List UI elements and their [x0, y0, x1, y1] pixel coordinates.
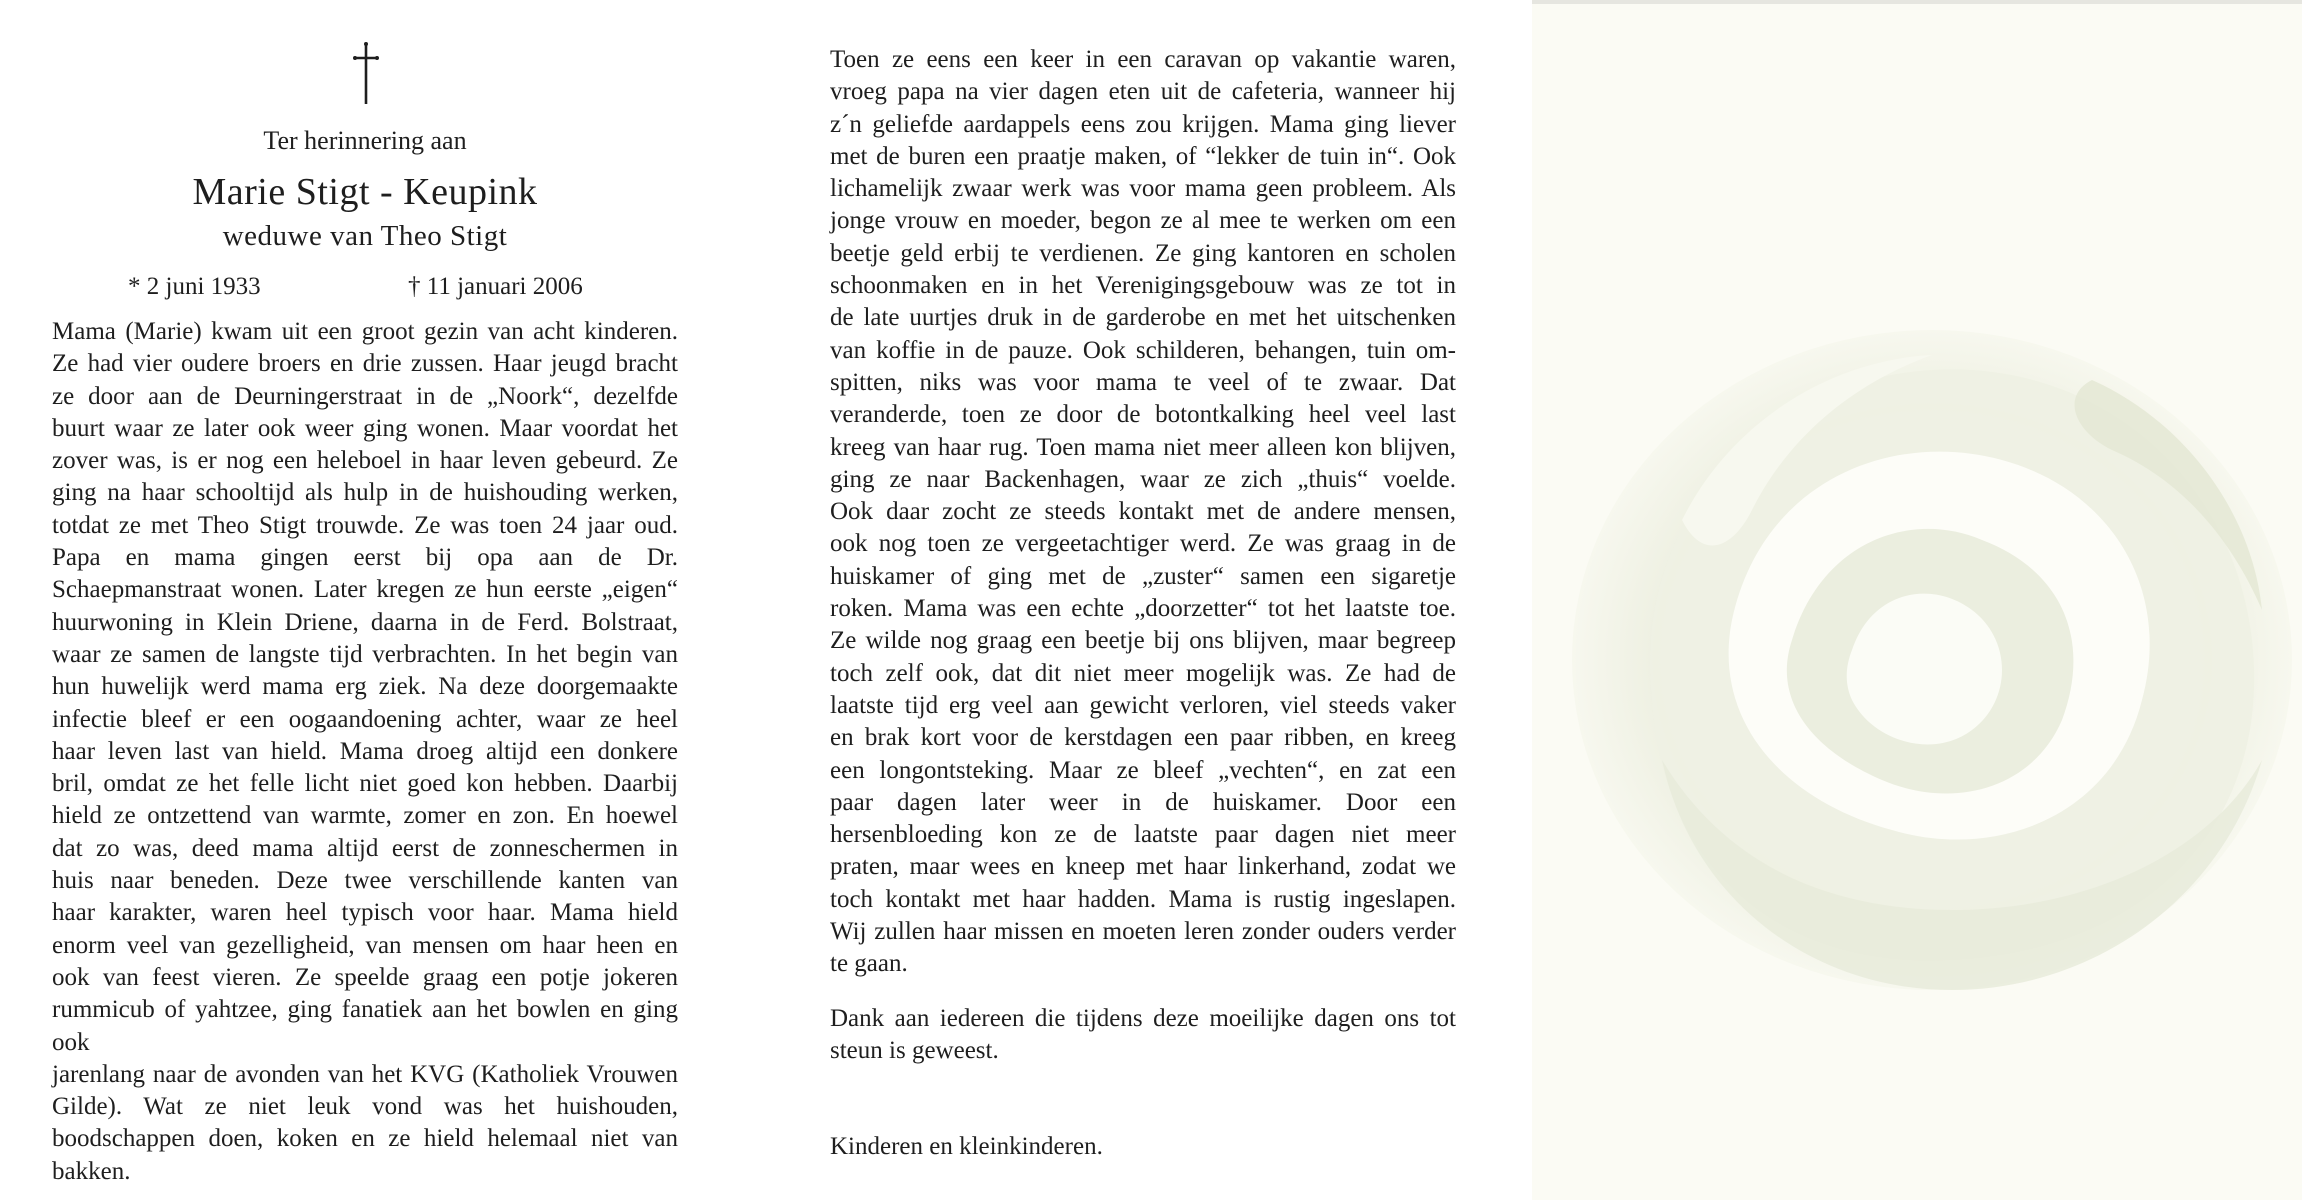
widow-of-text: weduwe van Theo Stigt: [222, 220, 508, 252]
signature: Kinderen en kleinkinderen.: [830, 1133, 1103, 1160]
text-line: zover was, is er nog een heleboel in haar leven gebeurd. Ze: [52, 447, 678, 475]
text-line: laatste tijd erg veel aan gewicht verloren, viel steeds vaker: [830, 691, 1456, 719]
text-line: huurwoning in Klein Driene, daarna in de Ferd. Bolstraat,: [52, 608, 678, 636]
right-panel: [1532, 0, 2302, 1200]
text-line: spitten, niks was voor mama te veel of te zwaar. Dat: [830, 368, 1456, 396]
text-line: totdat ze met Theo Stigt trouwde. Ze was toen 24 jaar oud.: [52, 511, 678, 539]
birth-date: * 2 juni 1933: [128, 273, 261, 300]
cross-icon: [336, 38, 396, 108]
text-line: paar dagen later weer in de huiskamer. Door een: [830, 788, 1456, 816]
text-line: boodschappen doen, koken en ze hield helemaal niet van: [52, 1125, 678, 1153]
text-line: een longontsteking. Maar ze bleef „vechten“, en zat een: [830, 756, 1456, 784]
text-line: hun huwelijk werd mama erg ziek. Na deze doorgemaakte: [52, 673, 678, 701]
text-line: hersenbloeding kon ze de laatste paar dagen niet meer: [830, 821, 1456, 849]
text-line: Papa en mama gingen eerst bij opa aan de Dr.: [52, 544, 678, 572]
text-line: huis naar beneden. Deze twee verschillende kanten van: [52, 867, 678, 895]
text-line: Mama (Marie) kwam uit een groot gezin van acht kinderen.: [52, 318, 678, 345]
text-line: Ze had vier oudere broers en drie zussen. Haar jeugd bracht: [52, 350, 678, 378]
text-line: ging ze naar Backenhagen, waar ze zich „thuis“ voelde.: [830, 465, 1456, 493]
text-line: huiskamer of ging met de „zuster“ samen een sigaretje: [830, 562, 1456, 590]
text-line: en brak kort voor de kerstdagen een paar ribben, en kreeg: [830, 724, 1456, 752]
text-line: haar leven last van hield. Mama droeg altijd een donkere: [52, 737, 678, 765]
deceased-name: Marie Stigt - Keupink: [192, 171, 538, 213]
rose-icon: [1532, 0, 2302, 1200]
text-line: kreeg van haar rug. Toen mama niet meer alleen kon blijven,: [830, 433, 1456, 461]
text-line: met de buren een praatje maken, of “lekker de tuin in“. Ook: [830, 142, 1456, 170]
text-line: bakken.: [52, 1157, 131, 1185]
text-line: roken. Mama was een echte „doorzetter“ tot het laatste toe.: [830, 595, 1456, 623]
text-line: toch zelf ook, dat dit niet meer mogelijk was. Ze had de: [830, 659, 1456, 687]
text-line: praten, maar wees en kneep met haar linkerhand, zodat we: [830, 853, 1456, 881]
text-line: vroeg papa na vier dagen eten uit de cafeteria, wanneer hij: [830, 78, 1456, 106]
text-line: Ze wilde nog graag een beetje bij ons blijven, maar begreep: [830, 627, 1456, 655]
text-line: ging na haar schooltijd als hulp in de huishouding werken,: [52, 479, 678, 507]
thanks-text: [830, 1003, 1456, 1068]
text-line: ook nog toen ze vergeetachtiger werd. Ze was graag in de: [830, 530, 1456, 558]
text-line: infectie bleef er een oogaandoening achter, waar ze heel: [52, 705, 678, 733]
text-line: te gaan.: [830, 950, 908, 978]
biography-part-1: [52, 316, 678, 1188]
text-line: ook van feest vieren. Ze speelde graag een potje jokeren: [52, 963, 678, 991]
text-line: veranderde, toen ze door de botontkalking heel veel last: [830, 401, 1456, 429]
text-line: de late uurtjes druk in de garderobe en met het uitschenken: [830, 304, 1456, 332]
text-line: hield ze ontzettend van warmte, zomer en zon. En hoewel: [52, 802, 678, 830]
text-line: haar karakter, waren heel typisch voor haar. Mama hield: [52, 899, 678, 927]
text-line: dat zo was, deed mama altijd eerst de zonneschermen in: [52, 834, 678, 862]
text-line: Gilde). Wat ze niet leuk vond was het huishouden,: [52, 1093, 678, 1121]
text-line: lichamelijk zwaar werk was voor mama geen probleem. Als: [830, 175, 1456, 203]
text-line: Dank aan iedereen die tijdens deze moeilijke dagen ons tot: [830, 1005, 1456, 1032]
text-line: Wij zullen haar missen en moeten leren zonder ouders verder: [830, 918, 1456, 946]
text-line: Toen ze eens een keer in een caravan op vakantie waren,: [830, 46, 1456, 73]
intro-text: Ter herinnering aan: [263, 126, 467, 155]
middle-panel: [770, 0, 1540, 1200]
text-line: schoonmaken en in het Verenigingsgebouw was ze tot in: [830, 272, 1456, 300]
text-line: jarenlang naar de avonden van het KVG (Katholiek Vrouwen: [52, 1060, 678, 1088]
text-line: beetje geld erbij te verdienen. Ze ging kantoren en scholen: [830, 239, 1456, 267]
text-line: toch kontakt met haar hadden. Mama is rustig ingeslapen.: [830, 885, 1456, 913]
text-line: bril, omdat ze het felle licht niet goed kon hebben. Daarbij: [52, 770, 678, 798]
text-line: van koffie in de pauze. Ook schilderen, behangen, tuin om-: [830, 336, 1456, 364]
text-line: enorm veel van gezelligheid, van mensen om haar heen en: [52, 931, 678, 959]
text-line: Schaepmanstraat wonen. Later kregen ze hun eerste „eigen“: [52, 576, 678, 604]
text-line: jonge vrouw en moeder, begon ze al mee te werken om een: [830, 207, 1456, 235]
text-line: steun is geweest.: [830, 1037, 999, 1065]
biography-part-2: [830, 44, 1456, 981]
text-line: Ook daar zocht ze steeds kontakt met de andere mensen,: [830, 498, 1456, 526]
text-line: z´n geliefde aardappels eens zou krijgen. Mama ging liever: [830, 110, 1456, 138]
text-line: ze door aan de Deurningerstraat in de „Noork“, dezelfde: [52, 382, 678, 410]
death-date: † 11 januari 2006: [408, 273, 583, 300]
left-panel: [0, 0, 770, 1200]
text-line: rummicub of yahtzee, ging fanatiek aan het bowlen en ging ook: [52, 996, 678, 1056]
text-line: buurt waar ze later ook weer ging wonen. Maar voordat het: [52, 414, 678, 442]
text-line: waar ze samen de langste tijd verbrachten. In het begin van: [52, 640, 678, 668]
